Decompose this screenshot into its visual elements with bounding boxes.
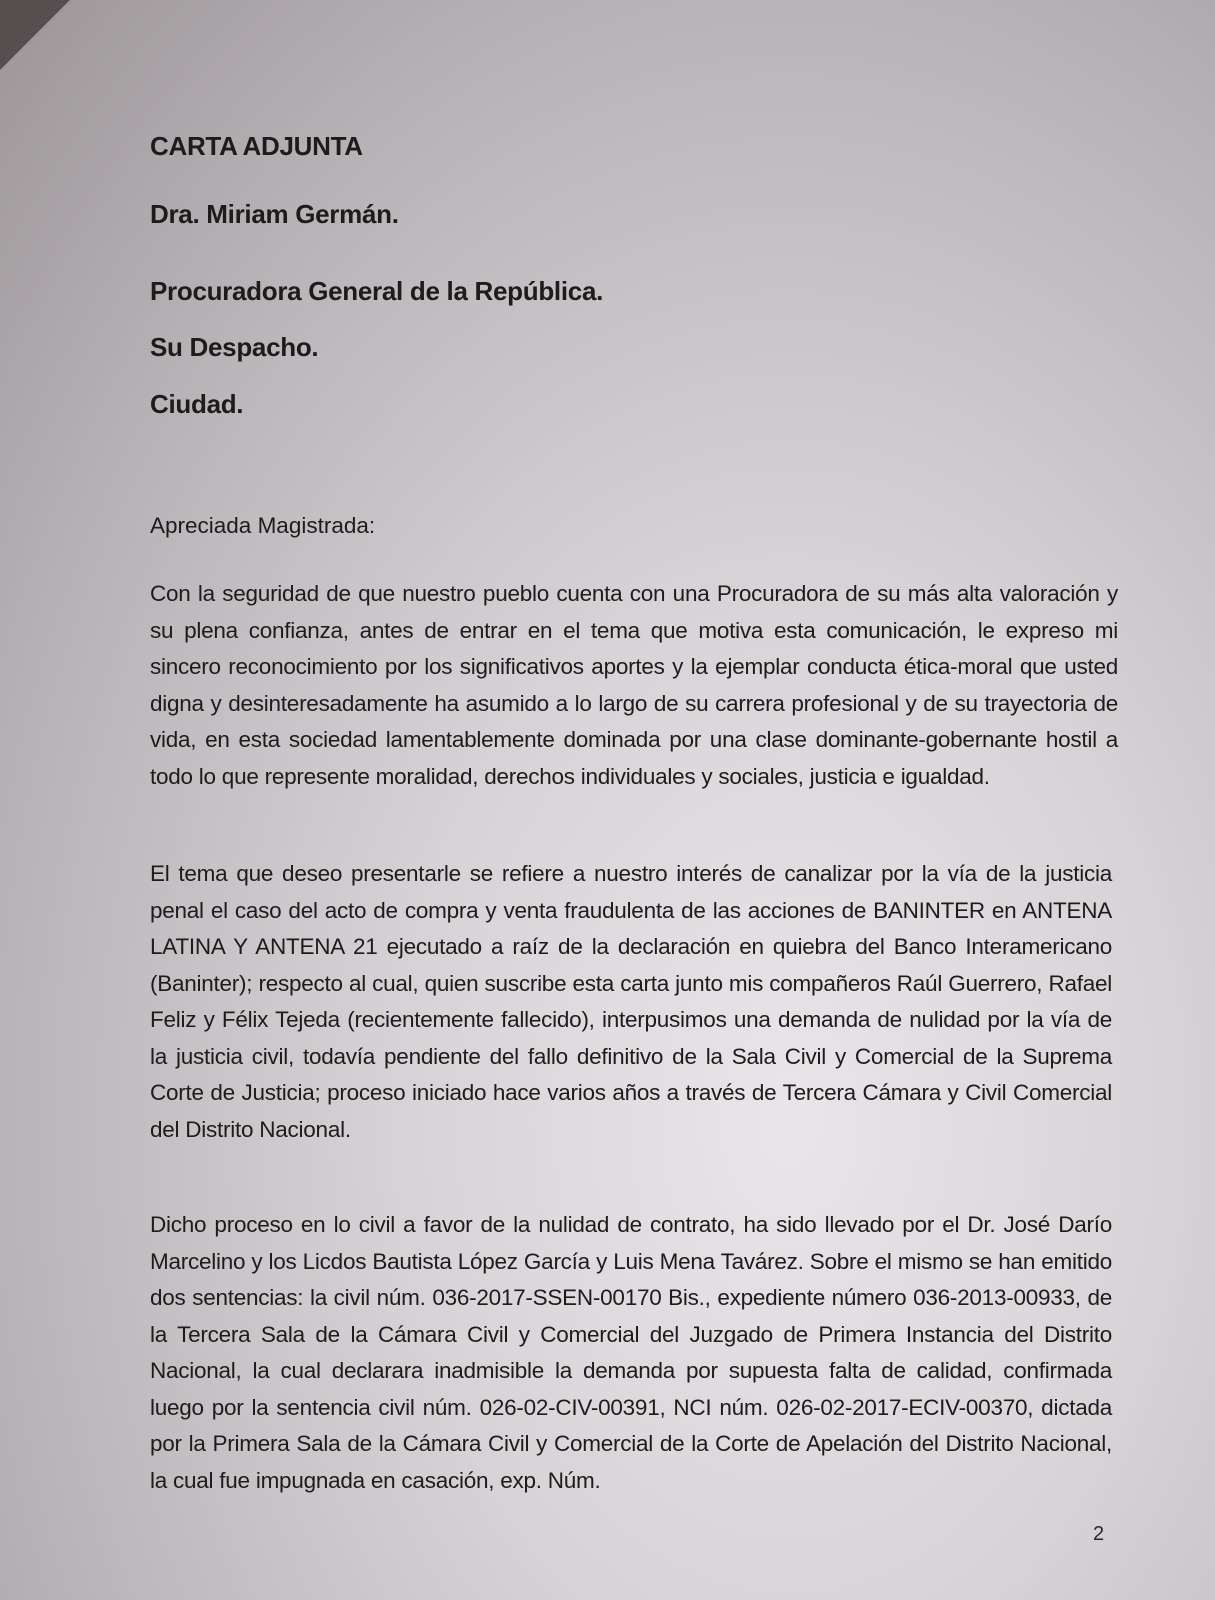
paragraph-3: Dicho proceso en lo civil a favor de la nulidad de contrato, ha sido llevado por el Dr. José Darío Marcelino y los Licdos Bautista López García y Luis Mena Tavárez. Sobre el mismo se han emitido dos sentencias: la civil núm. 036-2017-SSEN-00170 Bis., expediente número 036-2013-00933, de la Tercera Sala de la Cámara Civil y Comercial del Juzgado de Primera Instancia del Distrito Nacional, la cual declarara inadmisible la demanda por supuesta falta de calidad, confirmada luego por la sentencia civil núm. 026-02-CIV-00391, NCI núm. 026-02-2017-ECIV-00370, dictada por la Primera Sala de la Cámara Civil y Comercial de la Corte de Apelación del Distrito Nacional, la cual fue impugnada en casación, exp. Núm. xyxy=(150,1212,1112,1493)
page-number: 2 xyxy=(1093,1523,1105,1545)
paragraph-1: Con la seguridad de que nuestro pueblo cuenta con una Procuradora de su más alta valoración y su plena confianza, antes de entrar en el tema que motiva esta comunicación, le expreso mi sincero reconocimiento por los significativos aportes y la ejemplar conducta ética-moral que usted digna y desinteresadamente ha asumido a lo largo de su carrera profesional y de su trayectoria de vida, en esta sociedad lamentablemente dominada por una clase dominante-gobernante hostil a todo lo que represente moralidad, derechos individuales y sociales, justicia e igualdad. xyxy=(150,581,1118,789)
paragraph-2: El tema que deseo presentarle se refiere a nuestro interés de canalizar por la vía de la justicia penal el caso del acto de compra y venta fraudulenta de las acciones de BANINTER en ANTENA LATINA Y ANTENA 21 ejecutado a raíz de la declaración en quiebra del Banco Interamericano (Baninter); respecto al cual, quien suscribe esta carta junto mis compañeros Raúl Guerrero, Rafael Feliz y Félix Tejeda (recientemente fallecido), interpusimos una demanda de nulidad por la vía de la justicia civil, todavía pendiente del fallo definitivo de la Sala Civil y Comercial de la Suprema Corte de Justicia; proceso iniciado hace varios años a través de Tercera Cámara y Civil Comercial del Distrito Nacional. xyxy=(150,861,1112,1142)
letter-title: CARTA ADJUNTA xyxy=(150,131,363,161)
recipient-name: Dra. Miriam Germán. xyxy=(150,199,399,229)
salutation: Apreciada Magistrada: xyxy=(150,513,376,538)
page-corner-shadow xyxy=(0,0,70,70)
recipient-title: Procuradora General de la República. xyxy=(150,276,604,306)
recipient-office: Su Despacho. xyxy=(150,332,319,362)
recipient-city: Ciudad. xyxy=(150,389,244,419)
